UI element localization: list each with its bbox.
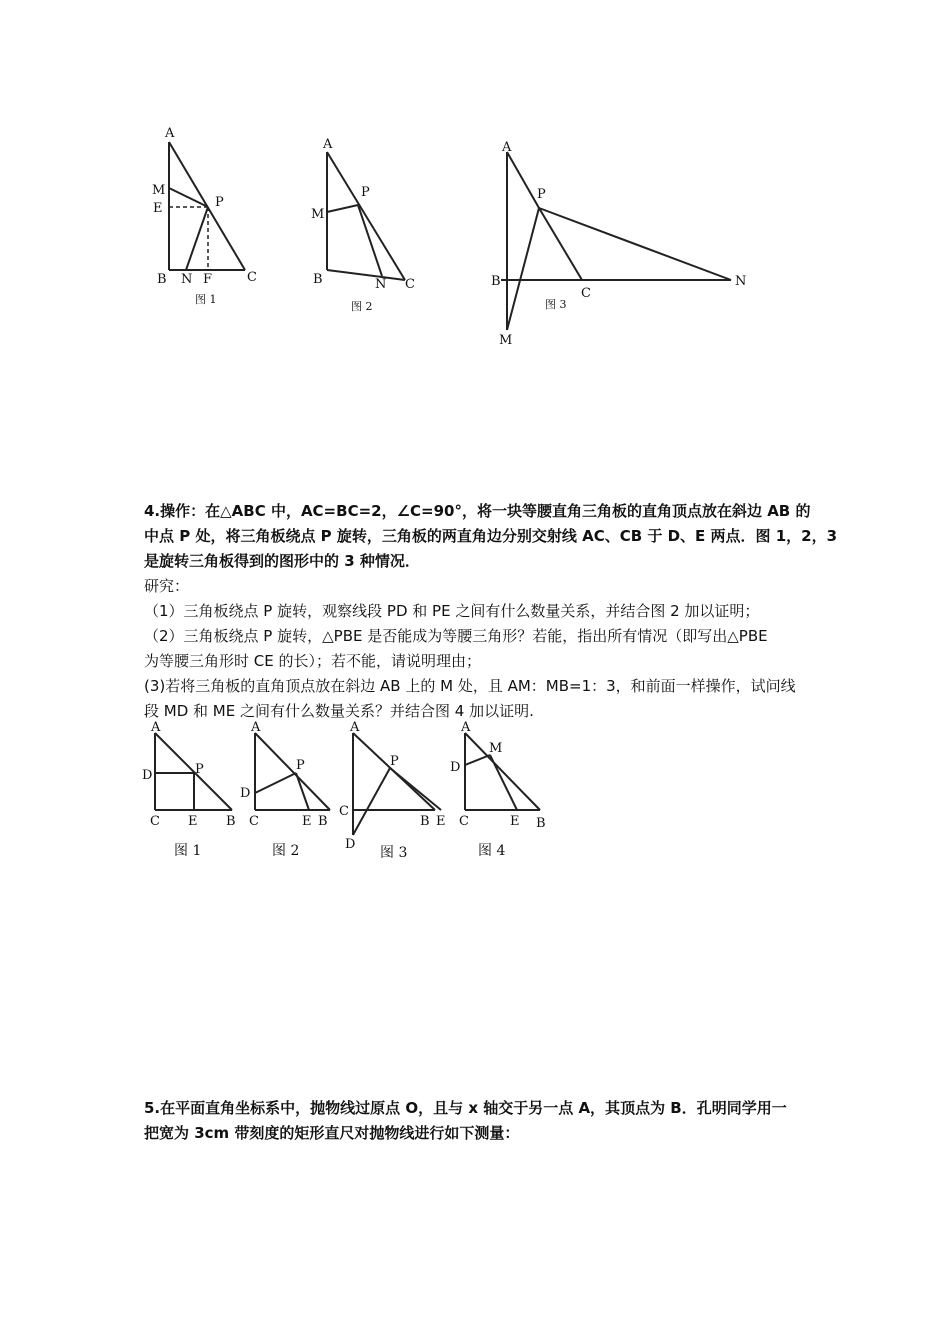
problem-5-line-1: 5.在平面直角坐标系中，抛物线过原点 O，且与 x 轴交于另一点 A，其顶点为 B．孔明同学用一 (144, 1099, 787, 1117)
label-A: A (350, 720, 360, 735)
question-1: （1）三角板绕点 P 旋转，观察线段 PD 和 PE 之间有什么数量关系，并结合图 2 加以证明； (144, 602, 760, 620)
problem4-figure-3 (335, 715, 455, 865)
label-B: B (318, 814, 328, 829)
problem-4-intro-line-2: 中点 P 处，将三角板绕点 P 旋转，三角板的两直角边分别交射线 AC、CB 于 D、E 两点．图 1，2，3 (144, 527, 838, 545)
label-B: B (157, 272, 167, 287)
label-P: P (195, 762, 204, 777)
label-D: D (450, 760, 461, 775)
problem-5-text (144, 1096, 814, 1146)
label-E: E (188, 814, 198, 829)
caption: 图 3 (545, 298, 567, 311)
label-A: A (165, 126, 175, 141)
label-A: A (323, 137, 333, 152)
label-C: C (459, 814, 469, 829)
label-B: B (313, 272, 323, 287)
label-A: A (461, 720, 471, 735)
label-E: E (510, 814, 520, 829)
problem-5-line-2: 把宽为 3cm 带刻度的矩形直尺对抛物线进行如下测量： (144, 1124, 520, 1142)
question-2-line-1: （2）三角板绕点 P 旋转，△PBE 是否能成为等腰三角形？若能，指出所有情况（即写出△PBE (144, 627, 768, 645)
label-E: E (436, 814, 446, 829)
problem-4-text (144, 499, 838, 724)
label-C: C (339, 804, 349, 819)
label-N: N (181, 272, 193, 287)
problem4-figure-4 (450, 715, 560, 865)
question-3-line-1: (3)若将三角板的直角顶点放在斜边 AB 上的 M 处，且 AM：MB=1：3，和前面一样操作，试问线 (144, 677, 796, 695)
label-P: P (361, 185, 370, 200)
problem-4-intro-line-1: 4.操作：在△ABC 中，AC=BC=2，∠C=90°，将一块等腰直角三角板的直角顶点放在斜边 AB 的 (144, 502, 811, 520)
problem4-figure-1 (140, 715, 250, 865)
caption: 图 2 (272, 843, 300, 859)
label-B: B (420, 814, 430, 829)
question-3-line-2: 段 MD 和 ME 之间有什么数量关系？并结合图 4 加以证明. (144, 702, 534, 720)
label-P: P (537, 187, 546, 202)
label-N: N (375, 277, 387, 292)
caption: 图 1 (195, 293, 217, 306)
label-M: M (152, 183, 166, 198)
label-B: B (226, 814, 236, 829)
caption: 图 3 (380, 845, 408, 861)
label-E: E (302, 814, 312, 829)
top-figure-2 (305, 130, 425, 320)
research-label: 研究： (144, 577, 190, 595)
label-D: D (142, 768, 153, 783)
caption: 图 2 (351, 300, 373, 313)
label-P: P (296, 758, 305, 773)
label-D: D (345, 837, 356, 852)
label-M: M (311, 207, 325, 222)
label-C: C (247, 270, 257, 285)
label-D: D (240, 786, 251, 801)
label-A: A (151, 720, 161, 735)
caption: 图 1 (174, 843, 202, 859)
label-A: A (502, 140, 512, 155)
label-E: E (153, 201, 163, 216)
label-M: M (489, 741, 503, 756)
label-M: M (499, 333, 513, 348)
caption: 图 4 (478, 843, 506, 859)
label-P: P (215, 195, 224, 210)
top-figure-1 (145, 120, 265, 320)
label-C: C (405, 277, 415, 292)
problem-4-intro-line-3: 是旋转三角板得到的图形中的 3 种情况． (144, 552, 420, 570)
question-2-line-2: 为等腰三角形时 CE 的长）；若不能，请说明理由； (144, 652, 481, 670)
label-N: N (735, 274, 747, 289)
problem4-figure-2 (240, 715, 350, 865)
label-B: B (536, 816, 546, 831)
label-F: F (203, 272, 213, 287)
label-B: B (491, 274, 501, 289)
label-A: A (251, 720, 261, 735)
top-figure-3 (485, 130, 760, 350)
label-P: P (390, 754, 399, 769)
label-C: C (150, 814, 160, 829)
label-C: C (249, 814, 259, 829)
label-C: C (581, 286, 591, 301)
